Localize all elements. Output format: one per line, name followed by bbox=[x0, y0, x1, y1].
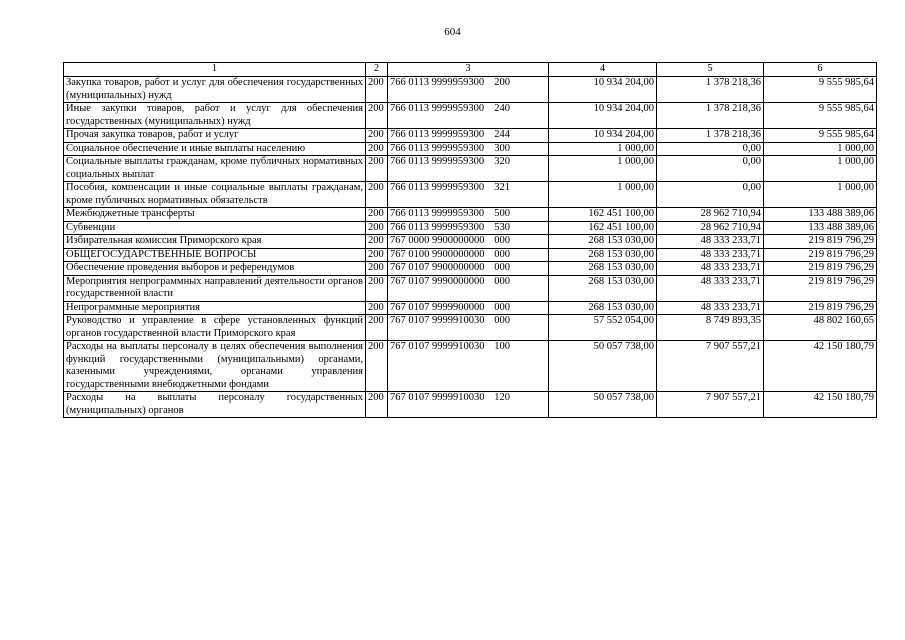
table-row bbox=[64, 182, 877, 208]
table-row bbox=[64, 301, 877, 315]
row-value-6: 219 819 796,29 bbox=[764, 235, 877, 249]
row-value-4: 10 934 204,00 bbox=[549, 129, 657, 143]
row-ved: 200 bbox=[366, 392, 388, 418]
header-row bbox=[64, 63, 877, 77]
table-row bbox=[64, 103, 877, 129]
row-code bbox=[388, 341, 549, 392]
table-row bbox=[64, 275, 877, 301]
table-row bbox=[64, 156, 877, 182]
row-name: ОБЩЕГОСУДАРСТВЕННЫЕ ВОПРОСЫ bbox=[64, 248, 366, 262]
row-ved: 200 bbox=[366, 208, 388, 222]
row-ved: 200 bbox=[366, 301, 388, 315]
table-row bbox=[64, 248, 877, 262]
row-name: Прочая закупка товаров, работ и услуг bbox=[64, 129, 366, 143]
row-name: Обеспечение проведения выборов и референдумов bbox=[64, 262, 366, 276]
row-value-4: 268 153 030,00 bbox=[549, 301, 657, 315]
row-code-vr: 500 bbox=[494, 208, 510, 219]
row-value-5: 28 962 710,94 bbox=[657, 221, 764, 235]
row-value-6: 9 555 985,64 bbox=[764, 129, 877, 143]
row-value-5: 0,00 bbox=[657, 142, 764, 156]
row-name: Иные закупки товаров, работ и услуг для обеспечения государственных (муниципальных) нужд bbox=[64, 103, 366, 129]
row-value-4: 268 153 030,00 bbox=[549, 275, 657, 301]
row-code bbox=[388, 221, 549, 235]
row-value-6: 9 555 985,64 bbox=[764, 77, 877, 103]
row-value-4: 57 552 054,00 bbox=[549, 315, 657, 341]
page-number: 604 bbox=[444, 26, 461, 38]
row-value-6: 219 819 796,29 bbox=[764, 248, 877, 262]
row-code-vr: 000 bbox=[494, 248, 510, 260]
row-code-vr: 300 bbox=[494, 142, 510, 154]
row-code-main: 766 0113 9999959300 bbox=[390, 156, 485, 167]
row-code-vr: 240 bbox=[494, 103, 510, 114]
row-value-5: 28 962 710,94 bbox=[657, 208, 764, 222]
row-value-5: 7 907 557,21 bbox=[657, 392, 764, 418]
row-code-vr: 320 bbox=[494, 156, 510, 167]
row-ved: 200 bbox=[366, 182, 388, 208]
row-code bbox=[388, 103, 549, 129]
row-value-5: 0,00 bbox=[657, 182, 764, 208]
row-code-main: 766 0113 9999959300 bbox=[390, 208, 485, 219]
row-value-6: 219 819 796,29 bbox=[764, 262, 877, 276]
row-name: Социальные выплаты гражданам, кроме публичных нормативных социальных выплат bbox=[64, 156, 366, 182]
row-value-5: 8 749 893,35 bbox=[657, 315, 764, 341]
row-value-5: 1 378 218,36 bbox=[657, 103, 764, 129]
row-code-main: 767 0100 9900000000 bbox=[390, 248, 485, 260]
row-code bbox=[388, 182, 549, 208]
row-value-5: 48 333 233,71 bbox=[657, 248, 764, 262]
row-code-vr: 530 bbox=[494, 221, 510, 233]
row-value-5: 48 333 233,71 bbox=[657, 275, 764, 301]
row-code-main: 766 0113 9999959300 bbox=[390, 182, 485, 193]
row-code-vr: 000 bbox=[494, 275, 510, 287]
row-name: Избирательная комиссия Приморского края bbox=[64, 235, 366, 249]
row-ved: 200 bbox=[366, 103, 388, 129]
row-code-main: 766 0113 9999959300 bbox=[390, 129, 485, 140]
table-body bbox=[64, 77, 877, 418]
table-row bbox=[64, 341, 877, 392]
header-col-2: 2 bbox=[366, 63, 388, 77]
row-code-main: 767 0107 9999910030 bbox=[390, 392, 485, 403]
row-value-5: 7 907 557,21 bbox=[657, 341, 764, 392]
row-value-6: 42 150 180,79 bbox=[764, 392, 877, 418]
row-code bbox=[388, 392, 549, 418]
row-value-6: 9 555 985,64 bbox=[764, 103, 877, 129]
row-code-vr: 200 bbox=[494, 77, 510, 88]
row-code-main: 766 0113 9999959300 bbox=[390, 103, 485, 114]
row-value-5: 1 378 218,36 bbox=[657, 77, 764, 103]
table-row bbox=[64, 262, 877, 276]
row-code bbox=[388, 315, 549, 341]
row-value-4: 268 153 030,00 bbox=[549, 248, 657, 262]
row-name: Расходы на выплаты персоналу государственных (муниципальных) органов bbox=[64, 392, 366, 418]
header-col-5: 5 bbox=[657, 63, 764, 77]
table-row bbox=[64, 129, 877, 143]
row-value-4: 1 000,00 bbox=[549, 142, 657, 156]
row-name: Пособия, компенсации и иные социальные выплаты гражданам, кроме публичных нормативных обязательств bbox=[64, 182, 366, 208]
row-code-vr: 000 bbox=[494, 262, 510, 273]
row-code bbox=[388, 248, 549, 262]
row-value-4: 50 057 738,00 bbox=[549, 341, 657, 392]
row-value-4: 50 057 738,00 bbox=[549, 392, 657, 418]
header-col-3: 3 bbox=[388, 63, 549, 77]
row-code bbox=[388, 208, 549, 222]
row-value-4: 268 153 030,00 bbox=[549, 262, 657, 276]
row-ved: 200 bbox=[366, 156, 388, 182]
row-ved: 200 bbox=[366, 275, 388, 301]
table-row bbox=[64, 208, 877, 222]
row-value-6: 1 000,00 bbox=[764, 156, 877, 182]
row-code-vr: 244 bbox=[494, 129, 510, 140]
table-row bbox=[64, 221, 877, 235]
row-value-6: 48 802 160,65 bbox=[764, 315, 877, 341]
row-ved: 200 bbox=[366, 221, 388, 235]
row-value-4: 268 153 030,00 bbox=[549, 235, 657, 249]
row-code bbox=[388, 129, 549, 143]
row-name: Мероприятия непрограммных направлений деятельности органов государственной власти bbox=[64, 275, 366, 301]
row-ved: 200 bbox=[366, 248, 388, 262]
row-name: Межбюджетные трансферты bbox=[64, 208, 366, 222]
table-row bbox=[64, 315, 877, 341]
table-row bbox=[64, 392, 877, 418]
budget-table bbox=[63, 62, 877, 418]
row-value-4: 10 934 204,00 bbox=[549, 103, 657, 129]
row-code-vr: 321 bbox=[494, 182, 510, 193]
row-code-main: 767 0000 9900000000 bbox=[390, 235, 485, 246]
row-code-vr: 120 bbox=[494, 392, 510, 403]
row-code-main: 766 0113 9999959300 bbox=[390, 221, 485, 233]
row-value-6: 133 488 389,06 bbox=[764, 221, 877, 235]
row-value-6: 219 819 796,29 bbox=[764, 275, 877, 301]
row-name: Субвенции bbox=[64, 221, 366, 235]
row-ved: 200 bbox=[366, 129, 388, 143]
row-ved: 200 bbox=[366, 315, 388, 341]
row-value-4: 1 000,00 bbox=[549, 182, 657, 208]
row-code-main: 767 0107 9999910030 bbox=[390, 341, 485, 352]
row-value-4: 162 451 100,00 bbox=[549, 208, 657, 222]
row-code-vr: 000 bbox=[494, 235, 510, 246]
row-ved: 200 bbox=[366, 235, 388, 249]
row-value-5: 0,00 bbox=[657, 156, 764, 182]
row-name: Социальное обеспечение и иные выплаты населению bbox=[64, 142, 366, 156]
row-ved: 200 bbox=[366, 77, 388, 103]
row-value-5: 48 333 233,71 bbox=[657, 235, 764, 249]
row-code bbox=[388, 77, 549, 103]
row-value-6: 1 000,00 bbox=[764, 182, 877, 208]
row-value-6: 42 150 180,79 bbox=[764, 341, 877, 392]
row-value-4: 162 451 100,00 bbox=[549, 221, 657, 235]
row-name: Непрограммные мероприятия bbox=[64, 301, 366, 315]
row-code-vr: 000 bbox=[494, 301, 510, 313]
table-row bbox=[64, 77, 877, 103]
row-code-main: 767 0107 9999900000 bbox=[390, 301, 485, 313]
header-col-6: 6 bbox=[764, 63, 877, 77]
row-ved: 200 bbox=[366, 142, 388, 156]
row-name: Закупка товаров, работ и услуг для обеспечения государственных (муниципальных) нужд bbox=[64, 77, 366, 103]
row-code bbox=[388, 275, 549, 301]
row-value-6: 1 000,00 bbox=[764, 142, 877, 156]
row-code-main: 767 0107 9999910030 bbox=[390, 315, 485, 326]
row-name: Расходы на выплаты персоналу в целях обеспечения выполнения функций государственными (муниципальными) органами, казенными учреждениями, органами управления государственными внебюджетными фондами bbox=[64, 341, 366, 392]
row-value-5: 1 378 218,36 bbox=[657, 129, 764, 143]
table-row bbox=[64, 142, 877, 156]
row-name: Руководство и управление в сфере установленных функций органов государственной власти Приморского края bbox=[64, 315, 366, 341]
row-value-4: 10 934 204,00 bbox=[549, 77, 657, 103]
row-code-main: 767 0107 9900000000 bbox=[390, 262, 485, 273]
row-code bbox=[388, 301, 549, 315]
header-col-4: 4 bbox=[549, 63, 657, 77]
row-value-5: 48 333 233,71 bbox=[657, 301, 764, 315]
row-ved: 200 bbox=[366, 341, 388, 392]
row-ved: 200 bbox=[366, 262, 388, 276]
row-value-6: 133 488 389,06 bbox=[764, 208, 877, 222]
row-code-vr: 100 bbox=[494, 341, 510, 352]
header-col-1: 1 bbox=[64, 63, 366, 77]
row-code bbox=[388, 235, 549, 249]
row-code bbox=[388, 262, 549, 276]
table-row bbox=[64, 235, 877, 249]
row-code-vr: 000 bbox=[494, 315, 510, 326]
row-code-main: 766 0113 9999959300 bbox=[390, 142, 485, 154]
row-value-6: 219 819 796,29 bbox=[764, 301, 877, 315]
row-code-main: 767 0107 9990000000 bbox=[390, 275, 485, 287]
row-value-4: 1 000,00 bbox=[549, 156, 657, 182]
row-value-5: 48 333 233,71 bbox=[657, 262, 764, 276]
row-code bbox=[388, 142, 549, 156]
row-code bbox=[388, 156, 549, 182]
row-code-main: 766 0113 9999959300 bbox=[390, 77, 485, 88]
